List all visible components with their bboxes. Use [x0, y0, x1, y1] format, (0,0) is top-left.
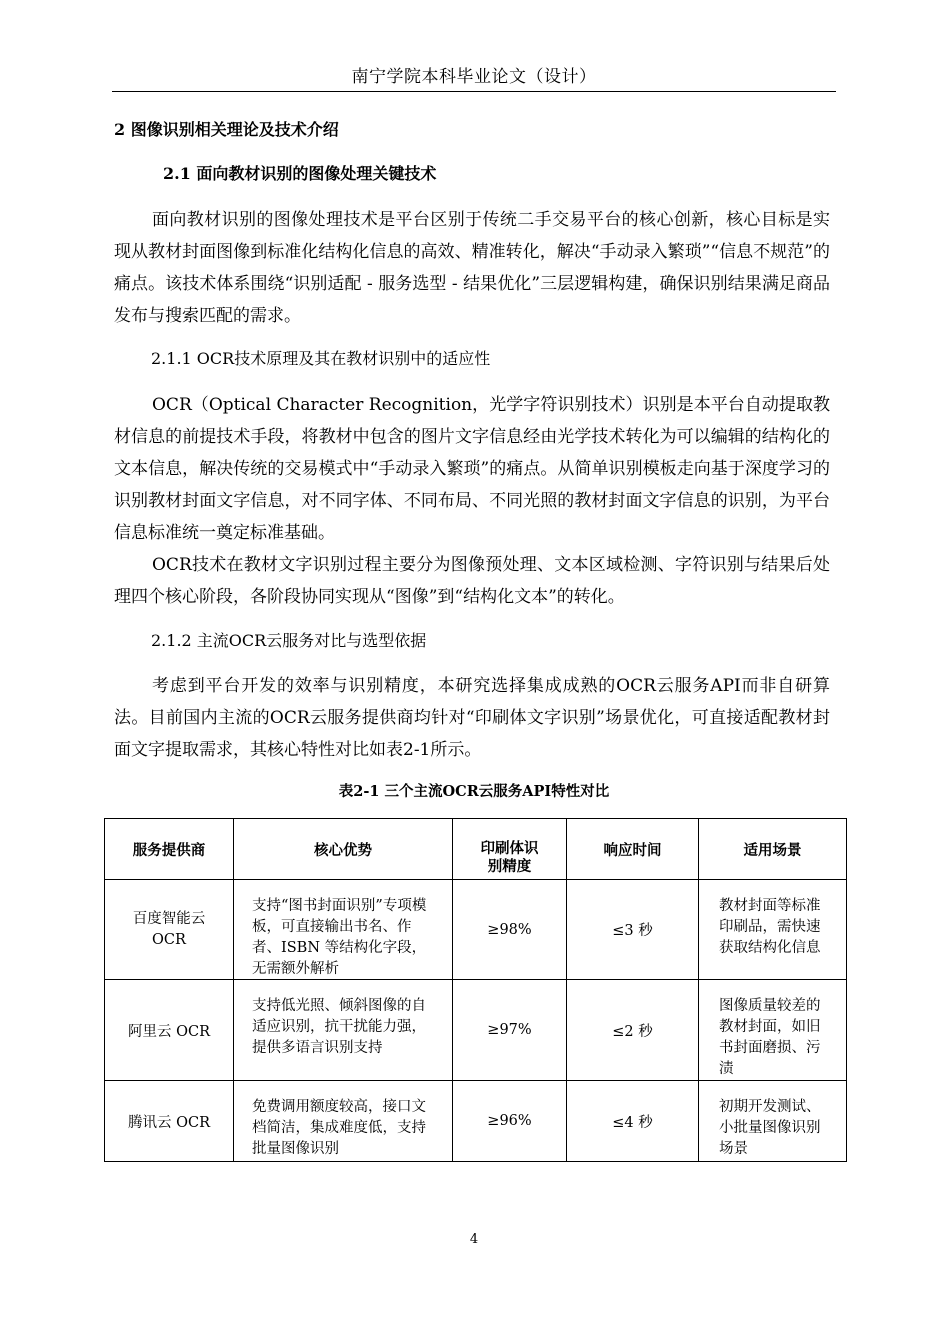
header-rule [112, 91, 836, 92]
advantage-text: 免费调用额度较高，接口文档简洁，集成难度低，支持批量图像识别 [252, 1099, 426, 1157]
chapter-heading: 2 图像识别相关理论及技术介绍 [114, 120, 339, 139]
provider-cell: 阿里云 OCR [105, 980, 234, 1081]
table-row [105, 980, 847, 1081]
subsection-heading-2-1-2: 2.1.2 主流OCR云服务对比与选型依据 [151, 631, 427, 650]
scene-cell [699, 980, 847, 1081]
page-header: 南宁学院本科毕业论文（设计） [351, 67, 597, 87]
provider-cell [105, 880, 234, 980]
advantage-text: 支持低光照、倾斜图像的自适应识别，抗干扰能力强，提供多语言识别支持 [252, 998, 426, 1056]
advantage-text: 支持“图书封面识别”专项模板，可直接输出书名、作者、ISBN 等结构化字段，无需额外解析 [252, 898, 427, 977]
accuracy-cell: ≥96% [453, 1081, 567, 1162]
provider-name: 百度智能云OCR [132, 910, 206, 948]
ocr-stages-paragraph: OCR技术在教材文字识别过程主要分为图像预处理、文本区域检测、字符识别与结果后处理四个核心阶段，各阶段协同实现从“图像”到“结构化文本”的转化。 [114, 555, 830, 607]
scene-cell [699, 1081, 847, 1162]
header-accuracy-label: 印刷体识别精度 [480, 840, 539, 875]
accuracy-cell: ≥97% [453, 980, 567, 1081]
ocr-selection-paragraph: 考虑到平台开发的效率与识别精度，本研究选择集成成熟的OCR云服务API而非自研算法。目前国内主流的OCR云服务提供商均针对“印刷体文字识别”场景优化，可直接适配教材封面文字提取需求，其核心特性对比如表2-1所示。 [114, 676, 830, 760]
scene-cell [699, 880, 847, 980]
header-advantage: 核心优势 [234, 819, 453, 880]
header-scene: 适用场景 [699, 819, 847, 880]
ocr-principle-paragraph: OCR（Optical Character Recognition，光学字符识别技术）识别是本平台自动提取教材信息的前提技术手段，将教材中包含的图片文字信息经由光学技术转化为可以编辑的结构化的文本信息，解决传统的交易模式中“手动录入繁琐”的痛点。从简单识别模板走向基于深度学习的识别教材封面文字信息，对不同字体、不同布局、不同光照的教材封面文字信息的识别，为平台信息标准统一奠定标准基础。 [114, 395, 830, 543]
intro-paragraph: 面向教材识别的图像处理技术是平台区别于传统二手交易平台的核心创新，核心目标是实现从教材封面图像到标准化结构化信息的高效、精准转化，解决“手动录入繁琐”“信息不规范”的痛点。该技术体系围绕“识别适配 - 服务选型 - 结果优化”三层逻辑构建，确保识别结果满足商品发布与搜索匹配的需求。 [114, 210, 830, 326]
page-number: 4 [469, 1232, 479, 1247]
table-row [105, 1081, 847, 1162]
response-cell: ≤2 秒 [567, 980, 699, 1081]
scene-text: 初期开发测试、小批量图像识别场景 [719, 1099, 821, 1157]
header-response: 响应时间 [567, 819, 699, 880]
table-caption: 表2-1 三个主流OCR云服务API特性对比 [338, 783, 610, 800]
scene-text: 教材封面等标准印刷品，需快速获取结构化信息 [719, 898, 821, 956]
ocr-comparison-table [104, 818, 847, 1162]
advantage-cell [234, 980, 453, 1081]
subsection-heading-2-1-1: 2.1.1 OCR技术原理及其在教材识别中的适应性 [151, 349, 491, 368]
provider-cell: 腾讯云 OCR [105, 1081, 234, 1162]
header-accuracy [453, 819, 567, 880]
table-header-row [105, 819, 847, 880]
section-heading: 2.1 面向教材识别的图像处理关键技术 [163, 164, 437, 183]
table-row [105, 880, 847, 980]
scene-text: 图像质量较差的教材封面，如旧书封面磨损、污渍 [719, 998, 821, 1077]
advantage-cell [234, 880, 453, 980]
response-cell: ≤4 秒 [567, 1081, 699, 1162]
advantage-cell [234, 1081, 453, 1162]
accuracy-cell: ≥98% [453, 880, 567, 980]
header-provider: 服务提供商 [105, 819, 234, 880]
response-cell: ≤3 秒 [567, 880, 699, 980]
